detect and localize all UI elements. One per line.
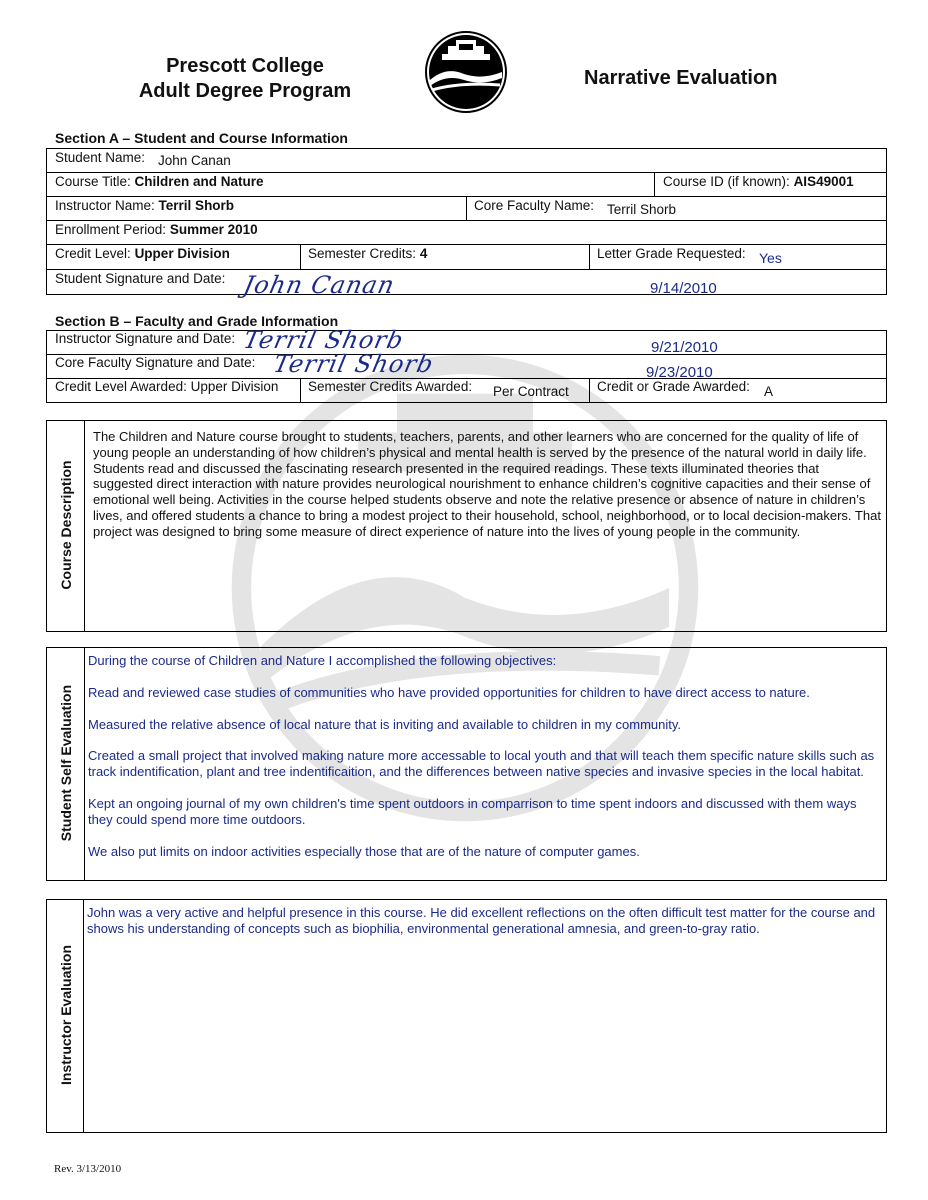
self-eval-paragraph: During the course of Children and Nature I accomplished the following objectives: bbox=[88, 653, 557, 668]
semester-credits-awarded-value: Per Contract bbox=[493, 384, 569, 399]
course-description-label: Course Description bbox=[58, 460, 74, 590]
credit-grade-awarded-value: A bbox=[764, 384, 774, 399]
section-a-heading: Section A – Student and Course Information bbox=[55, 130, 348, 146]
credit-level-label: Credit Level: bbox=[55, 246, 131, 261]
section-b-heading: Section B – Faculty and Grade Information bbox=[55, 313, 339, 329]
enrollment-period-field bbox=[55, 222, 258, 237]
core-faculty-name-label: Core Faculty Name: bbox=[474, 198, 595, 213]
credit-level-awarded-label: Credit Level Awarded: Upper Division bbox=[55, 379, 279, 394]
semester-credits-awarded-label: Semester Credits Awarded: bbox=[308, 379, 473, 394]
course-title-field bbox=[55, 174, 264, 189]
instructor-name-value: Terril Shorb bbox=[158, 198, 235, 213]
core-faculty-name-value: Terril Shorb bbox=[607, 202, 677, 217]
semester-credits-label: Semester Credits: bbox=[308, 246, 417, 261]
instructor-evaluation-box bbox=[46, 899, 887, 1133]
letter-grade-label: Letter Grade Requested: bbox=[597, 246, 746, 261]
student-signature-date: 9/14/2010 bbox=[650, 280, 717, 297]
document-title: Narrative Evaluation bbox=[584, 67, 778, 89]
self-eval-paragraph: Kept an ongoing journal of my own children's time spent outdoors in comparrison to time spent indoors and discussed with them ways they could spend more time outdoors. bbox=[88, 795, 857, 827]
core-faculty-signature-date: 9/23/2010 bbox=[646, 364, 713, 381]
enrollment-period-value: Summer 2010 bbox=[169, 222, 258, 237]
prescott-college-mountain-logo-icon bbox=[424, 30, 508, 114]
student-signature-label: Student Signature and Date: bbox=[55, 271, 226, 286]
instructor-name-field bbox=[55, 198, 234, 213]
college-name bbox=[110, 54, 380, 104]
student-self-evaluation-label: Student Self Evaluation bbox=[58, 684, 74, 842]
instructor-evaluation-text: John was a very active and helpful presence in this course. He did excellent reflections on the often difficult test matter for the course and shows his understanding of concepts such as biophilia, environmental generational amnesia, and green-to-gray ratio. bbox=[87, 905, 876, 936]
college-name-line1: Prescott College bbox=[166, 55, 324, 77]
student-name-value: John Canan bbox=[158, 153, 231, 168]
student-signature: John Canan bbox=[241, 271, 398, 299]
self-eval-paragraph: Created a small project that involved making nature more accessable to local youth and that will teach them specific nature skills such as track indentification, plant and tree indentificaition, and the differences between native species and invasive species in the local habitat. bbox=[88, 748, 875, 780]
self-eval-paragraph: Read and reviewed case studies of communities who have provided opportunities for children to have direct access to nature. bbox=[88, 684, 810, 700]
student-self-evaluation-text bbox=[88, 653, 884, 859]
course-title-value: Children and Nature bbox=[134, 174, 264, 189]
course-id-value: AIS49001 bbox=[793, 174, 854, 189]
student-name-label: Student Name: bbox=[55, 150, 146, 165]
college-name-line2: Adult Degree Program bbox=[138, 80, 352, 102]
revision-footer: Rev. 3/13/2010 bbox=[54, 1163, 122, 1175]
letter-grade-value: Yes bbox=[759, 250, 782, 266]
instructor-evaluation-label: Instructor Evaluation bbox=[58, 944, 74, 1086]
instructor-signature: Terril Shorb bbox=[241, 326, 407, 354]
self-eval-paragraph: Measured the relative absence of local nature that is inviting and available to children in my community. bbox=[88, 716, 682, 732]
enrollment-period-label: Enrollment Period: bbox=[55, 222, 167, 237]
credit-grade-awarded-label: Credit or Grade Awarded: bbox=[597, 379, 750, 394]
course-title-label: Course Title: bbox=[55, 174, 131, 189]
course-id-label: Course ID (if known): bbox=[663, 174, 790, 189]
semester-credits-value: 4 bbox=[419, 246, 428, 261]
instructor-signature-date: 9/21/2010 bbox=[651, 339, 718, 356]
course-description-box bbox=[46, 420, 887, 632]
self-eval-paragraph: We also put limits on indoor activities especially those that are of the nature of computer games. bbox=[88, 843, 640, 859]
credit-level-value: Upper Division bbox=[134, 246, 230, 261]
semester-credits-field bbox=[308, 246, 427, 261]
instructor-signature-label: Instructor Signature and Date: bbox=[55, 331, 236, 346]
course-description-text: The Children and Nature course brought to students, teachers, parents, and other learners who are concerned for the quality of life of young people an understanding of how children’s physical and mental health is served by the presence of the natural world in daily life. Students read and discussed the fascinating research presented in the required readings. These texts illuminated theories that suggested direct interaction with nature provides neurological nourishment to enhance children’s cognitive capacities and their sense of emotional well being. Activities in the course helped students observe and note the relative presence or absence of nature in children’s lives, and offered students a chance to bring a modest project to their household, school, neighborhood, or to local decision-makers. That project was designed to bring some measure of direct experience of nature into the lives of young people in the community. bbox=[93, 429, 881, 539]
core-faculty-signature-label: Core Faculty Signature and Date: bbox=[55, 355, 256, 370]
student-self-evaluation-box bbox=[46, 647, 887, 881]
course-id-field bbox=[663, 174, 854, 189]
instructor-name-label: Instructor Name: bbox=[55, 198, 155, 213]
core-faculty-signature: Terril Shorb bbox=[271, 350, 437, 378]
credit-level-field bbox=[55, 246, 230, 261]
